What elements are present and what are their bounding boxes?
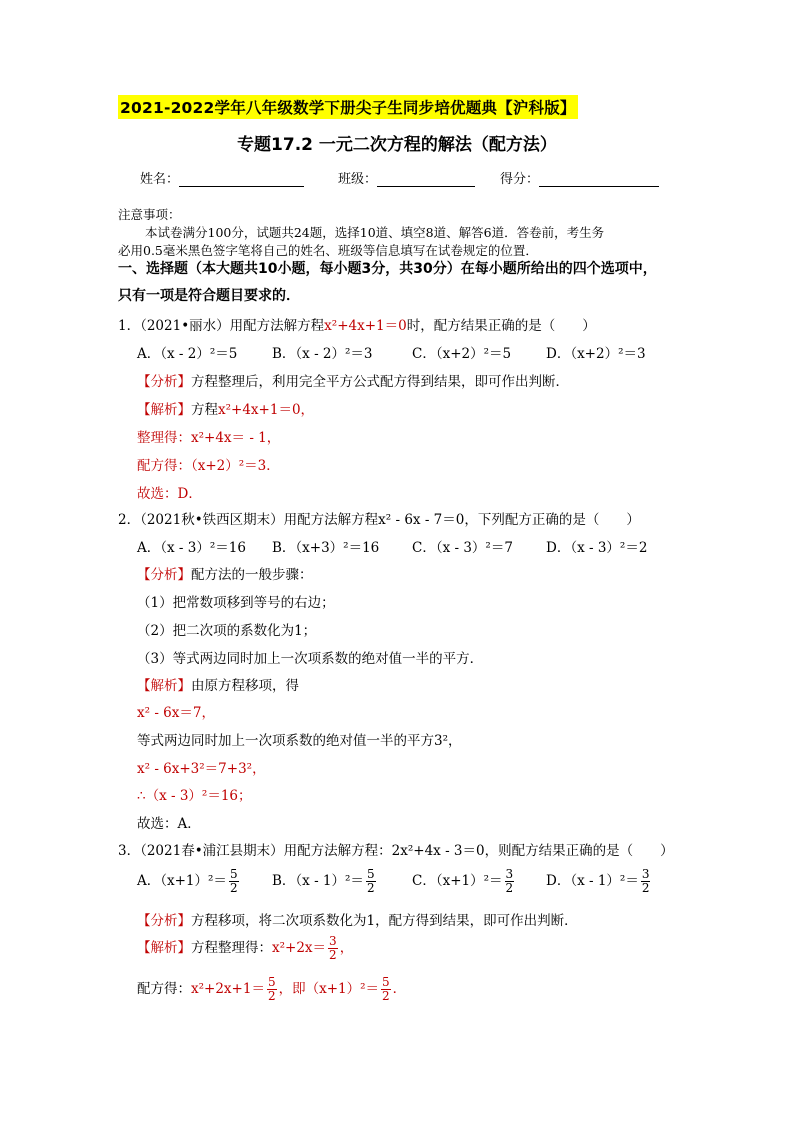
q1-option-c: C．（x+2）²＝5: [412, 346, 512, 362]
q1-solution-3: 配方得：（x+2）²＝3．: [137, 458, 280, 474]
q2-solution-6: 故选：A．: [137, 816, 201, 832]
q3-option-d: D．（x - 1）²＝ $\frac{3}{2}$: [546, 867, 650, 895]
q2-step-1: （1）把常数项移到等号的右边；: [137, 595, 335, 611]
q2-step-2: （2）把二次项的系数化为1；: [137, 623, 317, 639]
q1-option-b: B．（x - 2）²＝3: [272, 346, 373, 362]
q2-solution-1: 【解析】由原方程移项，得: [137, 678, 299, 694]
q1-option-a: A．（x - 2）²＝5: [137, 346, 238, 362]
q2-analysis: 【分析】配方法的一般步骤：: [137, 567, 313, 583]
name-blank[interactable]: [179, 172, 304, 187]
notice-line-1: 本试卷满分100分，试题共24题，选择10道、填空8道、解答6道．答卷前，考生务: [145, 225, 605, 240]
fraction: $\frac{3}{2}$: [505, 867, 514, 895]
section-1-line-1: 一、选择题（本大题共10小题，每小题3分，共30分）在每小题所给出的四个选项中，: [118, 261, 657, 277]
q1-solution-2: 整理得：x²+4x＝ - 1，: [137, 430, 281, 446]
q3-stem: 3．（2021春•浦江县期末）用配方法解方程：2x²+4x - 3＝0，则配方结果正确的是（ ）: [118, 843, 674, 859]
fraction: $\frac{3}{2}$: [329, 934, 337, 962]
q3-option-c: C．（x+1）²＝ $\frac{3}{2}$: [412, 867, 514, 895]
section-1-line-2: 只有一项是符合题目要求的．: [118, 288, 300, 304]
q2-option-d: D．（x - 3）²＝2: [546, 540, 648, 556]
notice-line-2: 必用0.5毫米黑色签字笔将自己的姓名、班级等信息填写在试卷规定的位置．: [118, 243, 538, 258]
q2-solution-5: ∴（x - 3）²＝16；: [137, 788, 252, 804]
q2-option-c: C．（x - 3）²＝7: [412, 540, 513, 556]
q3-analysis: 【分析】方程移项，将二次项系数化为1，配方得到结果，即可作出判断．: [137, 913, 578, 929]
q2-stem: 2．（2021秋•铁西区期末）用配方法解方程x² - 6x - 7＝0，下列配方正确的是（ ）: [118, 512, 640, 528]
name-field[interactable]: [140, 168, 304, 187]
score-label: 得分：: [500, 172, 540, 187]
q3-option-b: B．（x - 1）²＝ $\frac{5}{2}$: [272, 867, 375, 895]
notice-heading: 注意事项：: [118, 207, 181, 222]
q1-analysis: 【分析】方程整理后，利用完全平方公式配方得到结果，即可作出判断．: [137, 374, 569, 390]
class-field[interactable]: [338, 168, 475, 187]
q1-solution-4: 故选：D．: [137, 486, 202, 502]
class-blank[interactable]: [377, 172, 475, 187]
q1-stem: 1．（2021•丽水）用配方法解方程x²+4x+1＝0时，配方结果正确的是（ ）: [118, 318, 596, 334]
q2-solution-4: x² - 6x+3²＝7+3²，: [137, 761, 266, 777]
fraction: $\frac{5}{2}$: [267, 975, 276, 1003]
name-label: 姓名：: [140, 172, 180, 187]
q2-option-b: B．（x+3）²＝16: [272, 540, 380, 556]
score-field[interactable]: [500, 168, 659, 187]
fraction: $\frac{3}{2}$: [641, 867, 650, 895]
q3-option-a: A．（x+1）²＝ $\frac{5}{2}$: [137, 867, 238, 895]
q3-solution-1: 【解析】方程整理得：x²+2x＝ $\frac{3}{2}$ ，: [137, 934, 354, 962]
fraction: $\frac{5}{2}$: [366, 867, 375, 895]
class-label: 班级：: [338, 172, 378, 187]
q2-option-a: A．（x - 3）²＝16: [137, 540, 246, 556]
score-blank[interactable]: [539, 172, 659, 187]
fraction: $\frac{5}{2}$: [382, 975, 390, 1003]
q1-option-d: D．（x+2）²＝3: [546, 346, 646, 362]
q2-step-3: （3）等式两边同时加上一次项系数的绝对值一半的平方．: [137, 651, 484, 667]
fraction: $\frac{5}{2}$: [229, 867, 238, 895]
q3-solution-2: 配方得：x²+2x+1＝ $\frac{5}{2}$ ，即（x+1）²＝ $\frac{5}{2}$ ．: [137, 975, 407, 1003]
q2-solution-3: 等式两边同时加上一次项系数的绝对值一半的平方3²，: [137, 733, 462, 749]
q1-solution-1: 【解析】方程x²+4x+1＝0，: [137, 402, 315, 418]
series-title: 2021-2022学年八年级数学下册尖子生同步培优题典【沪科版】: [118, 95, 578, 119]
q2-solution-2: x² - 6x＝7，: [137, 705, 215, 721]
topic-title: 专题17.2 一元二次方程的解法（配方法）: [237, 135, 557, 155]
